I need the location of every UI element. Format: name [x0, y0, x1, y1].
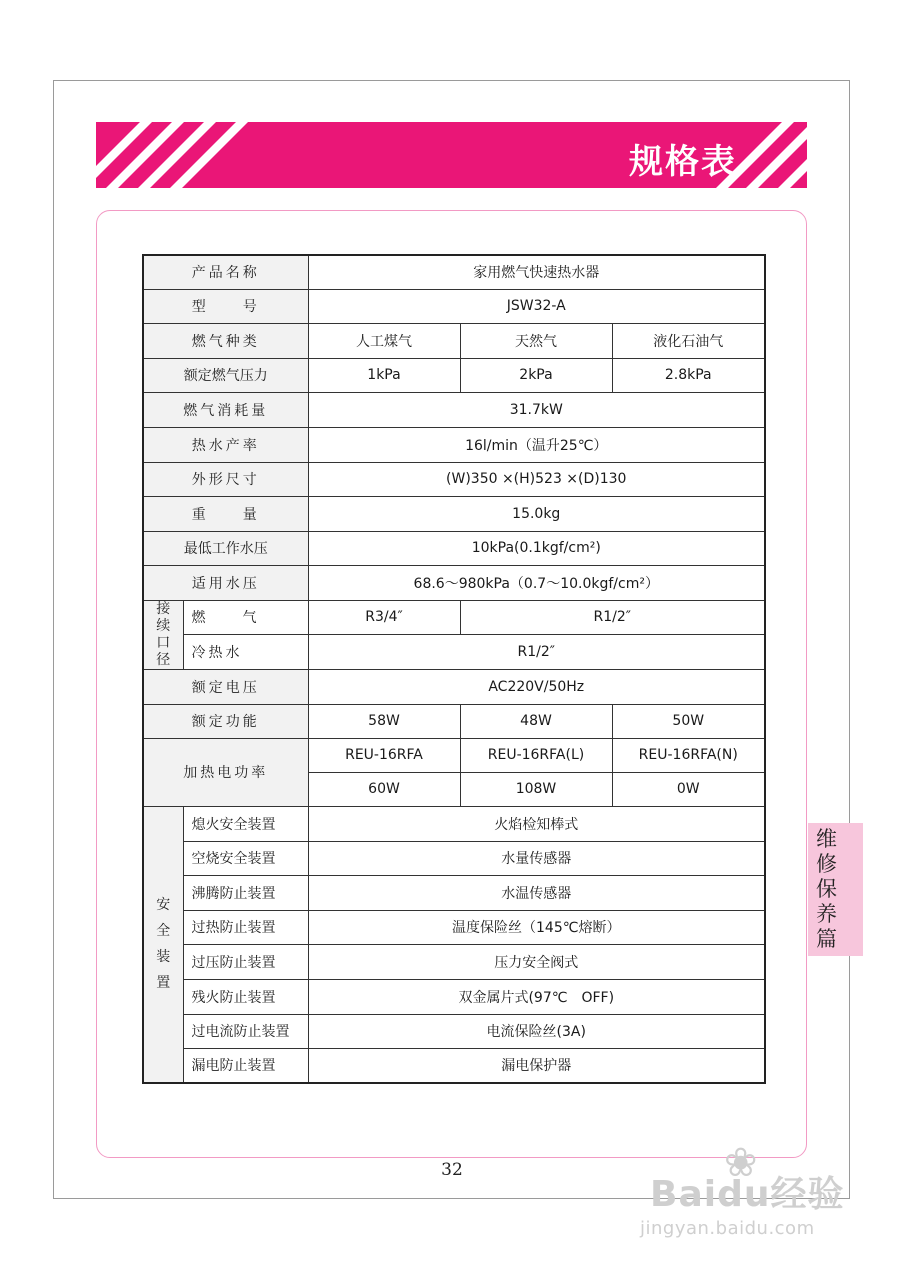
watermark — [638, 1140, 858, 1260]
row-label: 加热电功率 — [143, 738, 308, 806]
cell-value: 压力安全阀式 — [308, 944, 765, 979]
row-label: 产品名称 — [143, 255, 308, 289]
row-label: 适用水压 — [143, 565, 308, 600]
table-row — [143, 704, 765, 738]
row-label: 燃气种类 — [143, 323, 308, 358]
table-row — [143, 358, 765, 392]
row-label: 额定电压 — [143, 669, 308, 704]
page-number: 32 — [441, 1160, 463, 1180]
row-label: 漏电防止装置 — [183, 1048, 308, 1083]
table-row — [143, 462, 765, 496]
safety-group-label — [143, 806, 183, 1083]
table-row — [143, 875, 765, 910]
cell-value: R3/4″ — [308, 600, 460, 634]
cell-value: AC220V/50Hz — [308, 669, 765, 704]
table-row — [143, 944, 765, 979]
table-row — [143, 1014, 765, 1048]
table-row — [143, 738, 765, 772]
cell-value: 电流保险丝(3A) — [308, 1014, 765, 1048]
row-label: 燃气消耗量 — [143, 392, 308, 427]
table-row — [143, 669, 765, 704]
side-tab-label: 维修保养篇 — [816, 827, 837, 951]
cell-value: 50W — [612, 704, 765, 738]
cell-value: 火焰检知棒式 — [308, 806, 765, 841]
cell-value: 108W — [460, 772, 612, 806]
row-label: 热水产率 — [143, 427, 308, 462]
table-row — [143, 289, 765, 323]
table-row — [143, 910, 765, 944]
table-row — [143, 392, 765, 427]
row-label: 过热防止装置 — [183, 910, 308, 944]
cell-value: REU-16RFA(N) — [612, 738, 765, 772]
table-row — [143, 323, 765, 358]
paw-icon: ❀ — [724, 1140, 758, 1186]
cell-value: 漏电保护器 — [308, 1048, 765, 1083]
title-band — [96, 122, 807, 188]
table-row — [143, 1048, 765, 1083]
cell-value: REU-16RFA — [308, 738, 460, 772]
row-label: 重 量 — [143, 496, 308, 531]
table-row — [143, 565, 765, 600]
cell-value: REU-16RFA(L) — [460, 738, 612, 772]
watermark-url: jingyan.baidu.com — [640, 1218, 815, 1239]
table-row — [143, 427, 765, 462]
cell-value: 温度保险丝（145℃熔断） — [308, 910, 765, 944]
row-label: 外形尺寸 — [143, 462, 308, 496]
row-label: 冷热水 — [183, 634, 308, 669]
cell-value: 天然气 — [460, 323, 612, 358]
table-row — [143, 979, 765, 1014]
row-label: 最低工作水压 — [143, 531, 308, 565]
cell-value: JSW32-A — [308, 289, 765, 323]
row-label: 残火防止装置 — [183, 979, 308, 1014]
connection-group-text: 接续口径 — [156, 600, 171, 668]
table-row — [143, 841, 765, 875]
cell-value: 2kPa — [460, 358, 612, 392]
cell-value: 家用燃气快速热水器 — [308, 255, 765, 289]
cell-value: 水量传感器 — [308, 841, 765, 875]
row-label: 额定功能 — [143, 704, 308, 738]
cell-value: 58W — [308, 704, 460, 738]
cell-value: 水温传感器 — [308, 875, 765, 910]
cell-value: R1/2″ — [308, 634, 765, 669]
cell-value: 液化石油气 — [612, 323, 765, 358]
row-label: 型 号 — [143, 289, 308, 323]
table-row — [143, 496, 765, 531]
cell-value: R1/2″ — [460, 600, 765, 634]
cell-value: 48W — [460, 704, 612, 738]
cell-value: 15.0kg — [308, 496, 765, 531]
table-row — [143, 806, 765, 841]
connection-group-label — [143, 600, 183, 669]
table-row — [143, 634, 765, 669]
table-row — [143, 600, 765, 634]
spec-table — [142, 254, 766, 1084]
cell-value: 31.7kW — [308, 392, 765, 427]
row-label: 过电流防止装置 — [183, 1014, 308, 1048]
cell-value: 68.6～980kPa（0.7～10.0kgf/cm²） — [308, 565, 765, 600]
safety-group-text: 安全装置 — [156, 897, 171, 992]
cell-value: 1kPa — [308, 358, 460, 392]
row-label: 沸腾防止装置 — [183, 875, 308, 910]
table-row — [143, 531, 765, 565]
row-label: 熄火安全装置 — [183, 806, 308, 841]
cell-value: 60W — [308, 772, 460, 806]
cell-value: 16l/min（温升25℃） — [308, 427, 765, 462]
cell-value: 0W — [612, 772, 765, 806]
cell-value: (W)350 ×(H)523 ×(D)130 — [308, 462, 765, 496]
cell-value: 双金属片式(97℃ OFF) — [308, 979, 765, 1014]
cell-value: 人工煤气 — [308, 323, 460, 358]
row-label: 过压防止装置 — [183, 944, 308, 979]
watermark-brand: Baidu经验 — [650, 1174, 845, 1215]
table-row — [143, 255, 765, 289]
cell-value: 2.8kPa — [612, 358, 765, 392]
row-label: 空烧安全装置 — [183, 841, 308, 875]
cell-value: 10kPa(0.1kgf/cm²) — [308, 531, 765, 565]
page-title: 规格表 — [629, 142, 737, 182]
row-label: 额定燃气压力 — [143, 358, 308, 392]
row-label: 燃 气 — [183, 600, 308, 634]
section-side-tab — [808, 823, 863, 956]
